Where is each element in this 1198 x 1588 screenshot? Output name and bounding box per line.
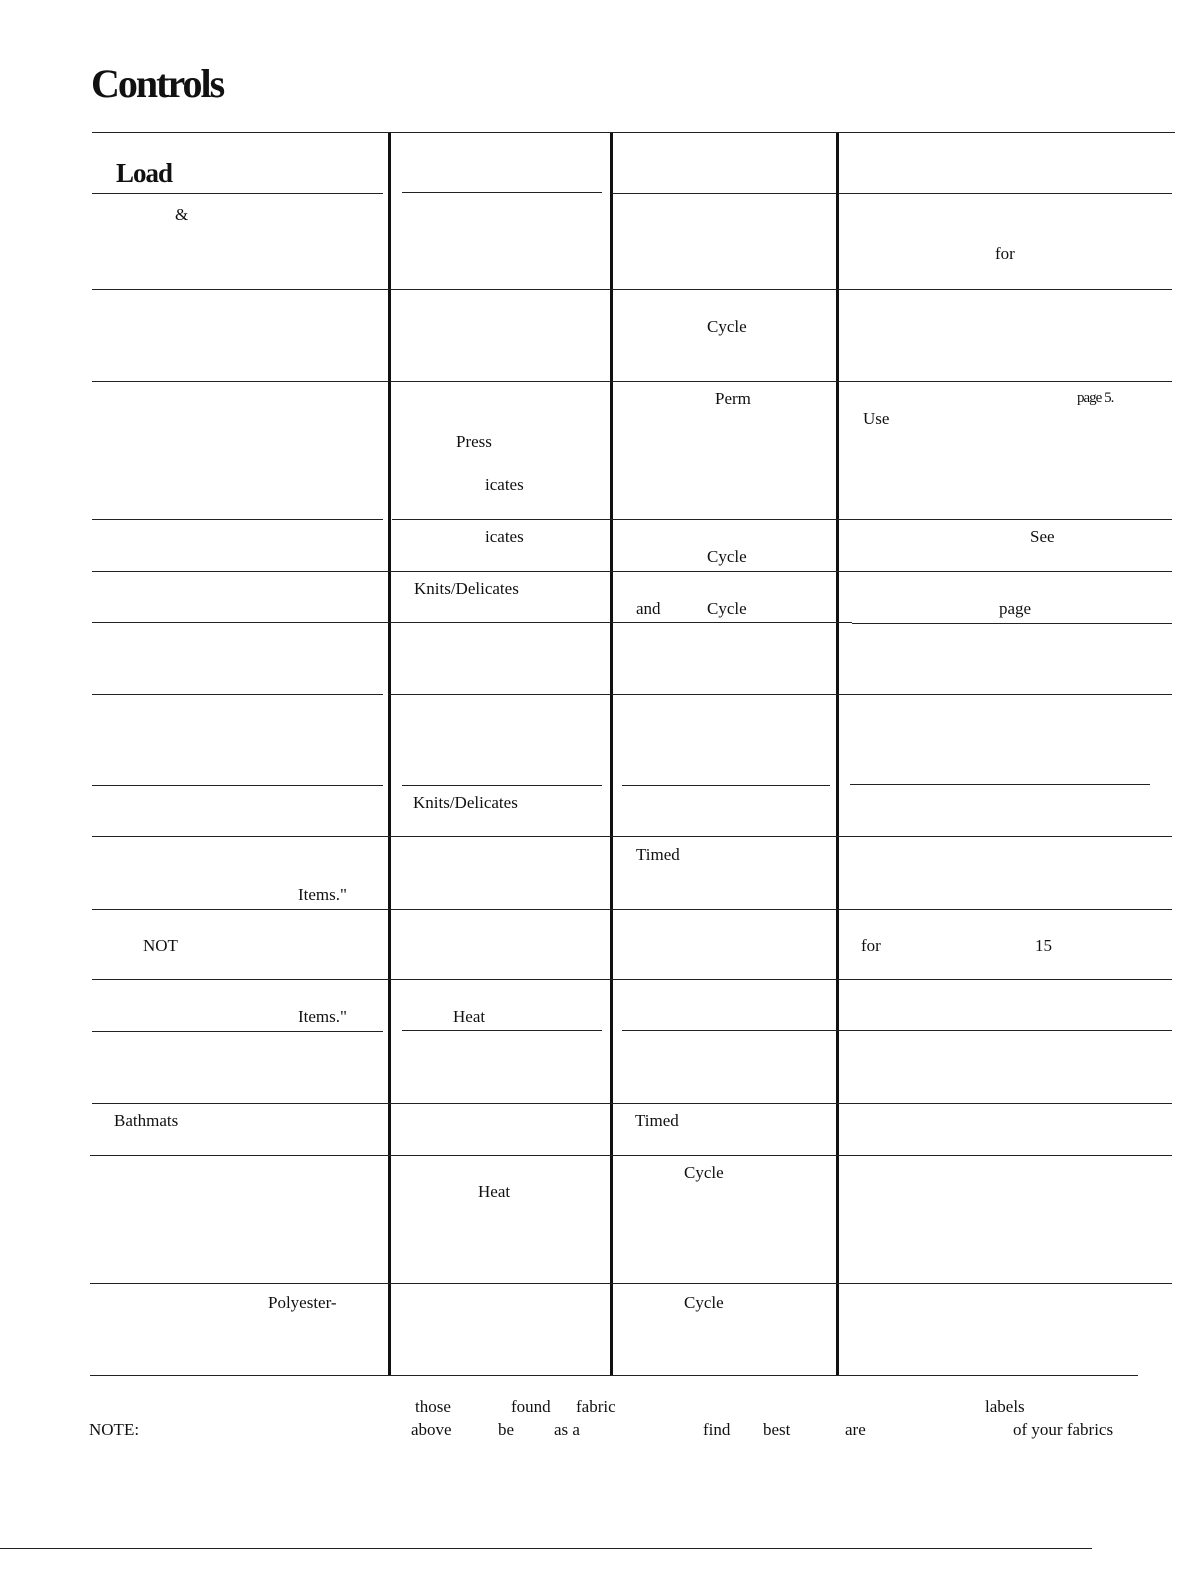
column-divider [388,133,391,1376]
note-word: found [511,1397,551,1416]
note-word: those [415,1397,451,1416]
load-header: Load [116,158,173,188]
cell-text: Cycle [684,1163,724,1182]
cell-text: Use [863,409,890,428]
cell-text: Items." [298,1007,347,1026]
note-label: NOTE: [89,1420,140,1439]
cell-text: icates [485,527,524,546]
column-divider [610,133,613,1376]
cell-text: icates [485,475,524,494]
cell-text: & [175,205,189,224]
cell-text: and [636,599,661,618]
cell-text: NOT [143,936,178,955]
note-word: are [845,1420,866,1439]
cell-text: See [1030,527,1055,546]
cell-text: 15 [1035,936,1052,955]
cell-text: Polyester- [268,1293,337,1312]
note-word: labels [985,1397,1025,1416]
cell-text: Knits/Delicates [414,579,519,598]
cell-text: page [999,599,1032,618]
cell-text: Cycle [684,1293,724,1312]
note-word: of your fabrics [1013,1420,1114,1439]
cell-text: Timed [635,1111,679,1130]
cell-text: for [995,244,1015,263]
note-word: above [411,1420,452,1439]
note-word: be [498,1420,515,1439]
cell-text: Press [456,432,492,451]
cell-text: Knits/Delicates [413,793,518,812]
note-word: best [763,1420,791,1439]
cell-text: page 5. [1077,390,1114,406]
note-word: find [703,1420,731,1439]
cell-text: Items." [298,885,347,904]
cell-text: Heat [453,1007,486,1026]
note-word: fabric [576,1397,616,1416]
cell-text: Bathmats [114,1111,179,1130]
note-word: as a [554,1420,580,1439]
column-divider [836,133,839,1376]
page-title: Controls [91,61,224,106]
cell-text: Heat [478,1182,511,1201]
cell-text: Cycle [707,317,747,336]
cell-text: for [861,936,881,955]
cell-text: Cycle [707,599,747,618]
cell-text: Cycle [707,547,747,566]
cell-text: Timed [636,845,680,864]
cell-text: Perm [715,389,751,408]
